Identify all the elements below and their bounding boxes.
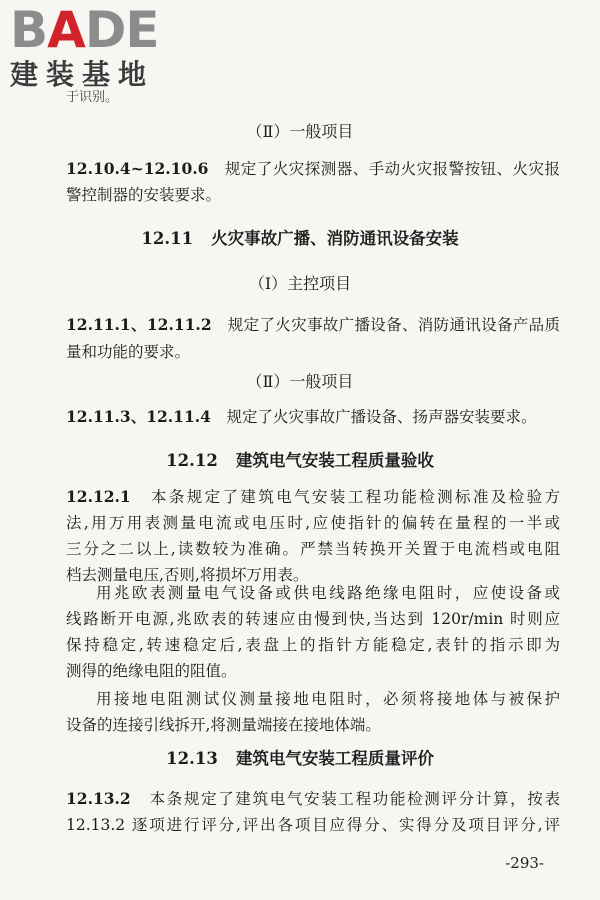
para-12-12-1-line3: 三分之二以上,读数较为准确。严禁当转换开关置于电流档或电阻 [66,540,560,558]
section-heading-12-12: 12.12 建筑电气安装工程质量验收 [166,451,434,470]
subheading-general-items-2: （Ⅱ）一般项目 [246,372,354,391]
para-12-12-1-line1: 12.12.1 本条规定了建筑电气安装工程功能检测标准及检验方 [66,487,560,506]
para-12-10-4-line1: 12.10.4~12.10.6 规定了火灾探测器、手动火灾报警按钮、火灾报 [66,159,560,178]
para-megohmmeter-line4: 测得的绝缘电阻的阻值。 [66,662,237,680]
para-12-10-4-line2: 警控制器的安装要求。 [66,186,222,204]
para-12-11-1-line1: 12.11.1、12.11.2 规定了火灾事故广播设备、消防通讯设备产品质 [66,315,560,334]
para-12-12-1-line4: 档去测量电压,否则,将损坏万用表。 [66,566,309,584]
para-12-11-1-line2: 量和功能的要求。 [66,343,191,361]
para-12-13-2-line1: 12.13.2 本条规定了建筑电气安装工程功能检测评分计算，按表 [66,789,560,808]
para-12-11-3-line1: 12.11.3、12.11.4 规定了火灾事故广播设备、扬声器安装要求。 [66,407,537,426]
para-megohmmeter-line2: 线路断开电源,兆欧表的转速应由慢到快,当达到 120r/min 时则应 [66,610,560,628]
section-heading-12-11: 12.11 火灾事故广播、消防通讯设备安装 [141,229,459,248]
para-megohmmeter-line3: 保持稳定,转速稳定后,表盘上的指针方能稳定,表针的指示即为 [66,636,560,654]
bade-logo [8,1,178,94]
subheading-general-items-1: （Ⅱ）一般项目 [246,122,354,141]
logo-chinese: 建装基地 [10,58,155,91]
page-number: -293- [505,854,544,872]
para-earth-tester-line1: 用接地电阻测试仪测量接地电阻时，必须将接地体与被保护 [96,690,560,708]
section-heading-12-13: 12.13 建筑电气安装工程质量评价 [166,749,434,768]
para-megohmmeter-line1: 用兆欧表测量电气设备或供电线路绝缘电阻时，应使设备或 [96,584,560,602]
logo-latin: BADE [10,1,159,59]
text-fragment: 于识别。 [66,90,119,105]
para-earth-tester-line2: 设备的连接引线拆开,将测量端接在接地体端。 [66,716,381,734]
para-12-12-1-line2: 法,用万用表测量电流或电压时,应使指针的偏转在量程的一半或 [66,514,560,532]
subheading-main-items: （Ⅰ）主控项目 [248,274,352,293]
para-12-13-2-line2: 12.13.2 逐项进行评分,评出各项目应得分、实得分及项目评分,评 [66,816,560,834]
